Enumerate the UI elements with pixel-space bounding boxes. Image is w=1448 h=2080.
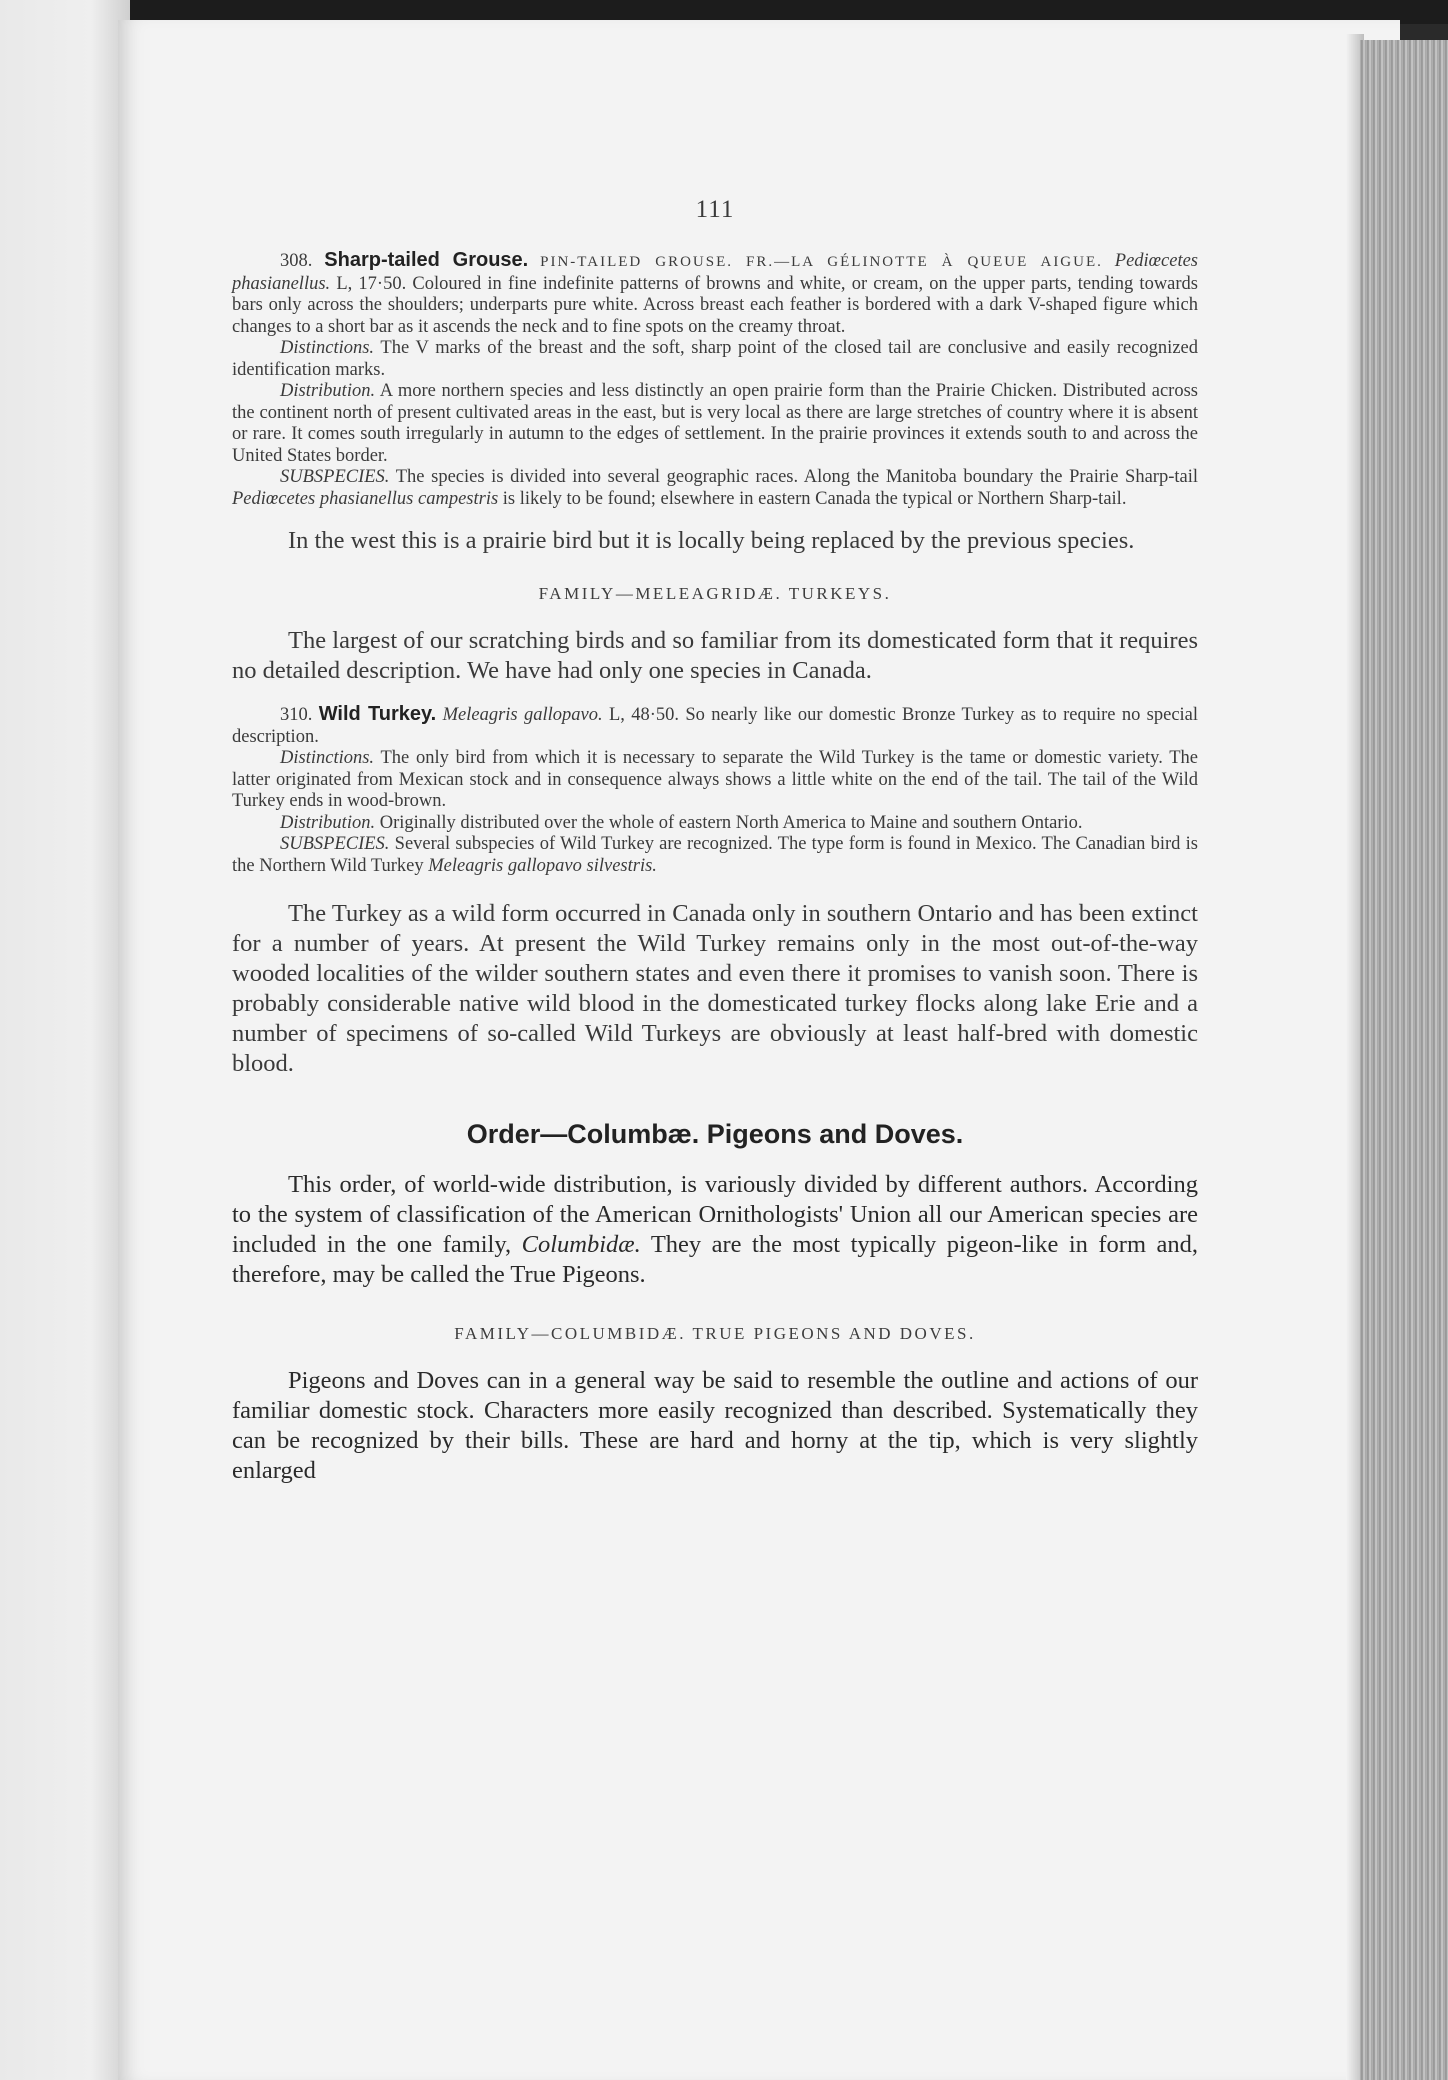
distinctions-paragraph <box>232 338 1198 381</box>
subspecies-paragraph <box>232 467 1198 510</box>
subspecies-latin: Meleagris gallopavo silvestris. <box>428 855 657 876</box>
order-text: This order, of world-wide distribution, is variously divided by different authors. According to the system of classification of the American Ornithologists' Union all our American species are included in the one family, <box>232 1171 1198 1258</box>
distinctions-text: The V marks of the breast and the soft, sharp point of the closed tail are conclusive and easily recognized identification marks. <box>232 338 1198 380</box>
book-page-stack <box>1360 40 1448 2080</box>
distinctions-paragraph <box>232 748 1198 813</box>
entry-number: 310. <box>280 705 313 725</box>
distribution-label: Distribution. <box>280 812 376 833</box>
species-name: Wild Turkey. <box>318 703 437 725</box>
alternate-names: PIN-TAILED GROUSE. FR.—LA GÉLINOTTE À QUEUE AIGUE. <box>540 254 1103 270</box>
subspecies-text-end: is likely to be found; elsewhere in eastern Canada the typical or Northern Sharp-tail. <box>502 488 1127 509</box>
facing-page-edge <box>0 0 130 2080</box>
order-text-end: They are the most typically pigeon-like in form and, therefore, may be called the True Pigeons. <box>232 1231 1198 1288</box>
latin-name: Meleagris gallopavo. <box>442 705 603 725</box>
entry-number: 308. <box>280 251 313 271</box>
distinctions-text: The only bird from which it is necessary to separate the Wild Turkey is the tame or domestic variety. The latter originated from Mexican stock and in consequence always shows a little white on the end of the tail. The tail of the Wild Turkey ends in wood-brown. <box>232 748 1198 811</box>
distribution-paragraph <box>232 813 1198 835</box>
entry-wild-turkey <box>232 704 1198 748</box>
subspecies-paragraph <box>232 834 1198 877</box>
distribution-text: Originally distributed over the whole of eastern North America to Maine and southern Ontario. <box>379 812 1083 833</box>
order-heading: Order—Columbæ. Pigeons and Doves. <box>466 1119 964 1149</box>
subspecies-latin: Pediœcetes phasianellus campestris <box>232 488 499 509</box>
paragraph-turkeys: The largest of our scratching birds and so familiar from its domesticated form that it requires no detailed description. We have had only one species in Canada. <box>232 627 1198 684</box>
family-heading-turkeys: FAMILY—MELEAGRIDÆ. TURKEYS. <box>538 584 892 603</box>
latin-name: Pediœcetes phasianellus. <box>232 251 1198 294</box>
order-latin: Columbidæ. <box>521 1231 641 1258</box>
distribution-paragraph <box>232 381 1198 467</box>
paragraph-pigeons: Pigeons and Doves can in a general way be said to resemble the outline and actions of our familiar domestic stock. Characters more easily recognized than described. Systematically they can be recognized by their bills. These are hard and horny at the tip, which is very slightly enlarged <box>232 1367 1198 1484</box>
subspecies-text: The species is divided into several geographic races. Along the Manitoba boundary the Prairie Sharp-tail <box>395 467 1198 487</box>
species-name: Sharp-tailed Grouse. <box>324 249 529 271</box>
distribution-label: Distribution. <box>280 381 376 401</box>
distinctions-label: Distinctions. <box>280 338 375 358</box>
entry-sharp-tailed-grouse <box>232 250 1198 338</box>
distinctions-label: Distinctions. <box>280 748 375 768</box>
family-heading-pigeons: FAMILY—COLUMBIDÆ. TRUE PIGEONS AND DOVES. <box>454 1324 976 1343</box>
paragraph-west: In the west this is a prairie bird but it is locally being replaced by the previous species. <box>288 527 1135 554</box>
subspecies-label: SUBSPECIES. <box>280 467 390 487</box>
distribution-text: A more northern species and less distinctly an open prairie form than the Prairie Chicken. Distributed across the continent north of present cultivated areas in the east, but is very local as there are large stretches of country where it is absent or rare. It comes south irregularly in autumn to the edges of settlement. In the prairie provinces it extends south to and across the United States border. <box>232 381 1198 466</box>
paragraph-turkey-wild: The Turkey as a wild form occurred in Canada only in southern Ontario and has been extinct for a number of years. At present the Wild Turkey remains only in the most out-of-the-way wooded localities of the wilder southern states and even there it promises to vanish soon. There is probably considerable native wild blood in the domesticated turkey flocks along lake Erie and a number of specimens of so-called Wild Turkeys are obviously at least half-bred with domestic blood. <box>232 900 1198 1077</box>
page-number: 111 <box>695 196 735 223</box>
species-description: L, 48·50. So nearly like our domestic Bronze Turkey as to require no special description. <box>232 705 1199 747</box>
subspecies-label: SUBSPECIES. <box>280 834 390 854</box>
species-description: L, 17·50. Coloured in fine indefinite patterns of browns and white, or cream, on the upper parts, tending towards bars only across the shoulders; underparts pure white. Across breast each feather is bordered with a dark V-shaped figure which changes to a short bar as it ascends the neck and to fine spots on the creamy throat. <box>232 273 1198 337</box>
page-content <box>232 196 1198 1486</box>
subspecies-text: Several subspecies of Wild Turkey are recognized. The type form is found in Mexico. The Canadian bird is the Northern Wild Turkey <box>232 834 1198 876</box>
paragraph-order <box>232 1170 1198 1290</box>
